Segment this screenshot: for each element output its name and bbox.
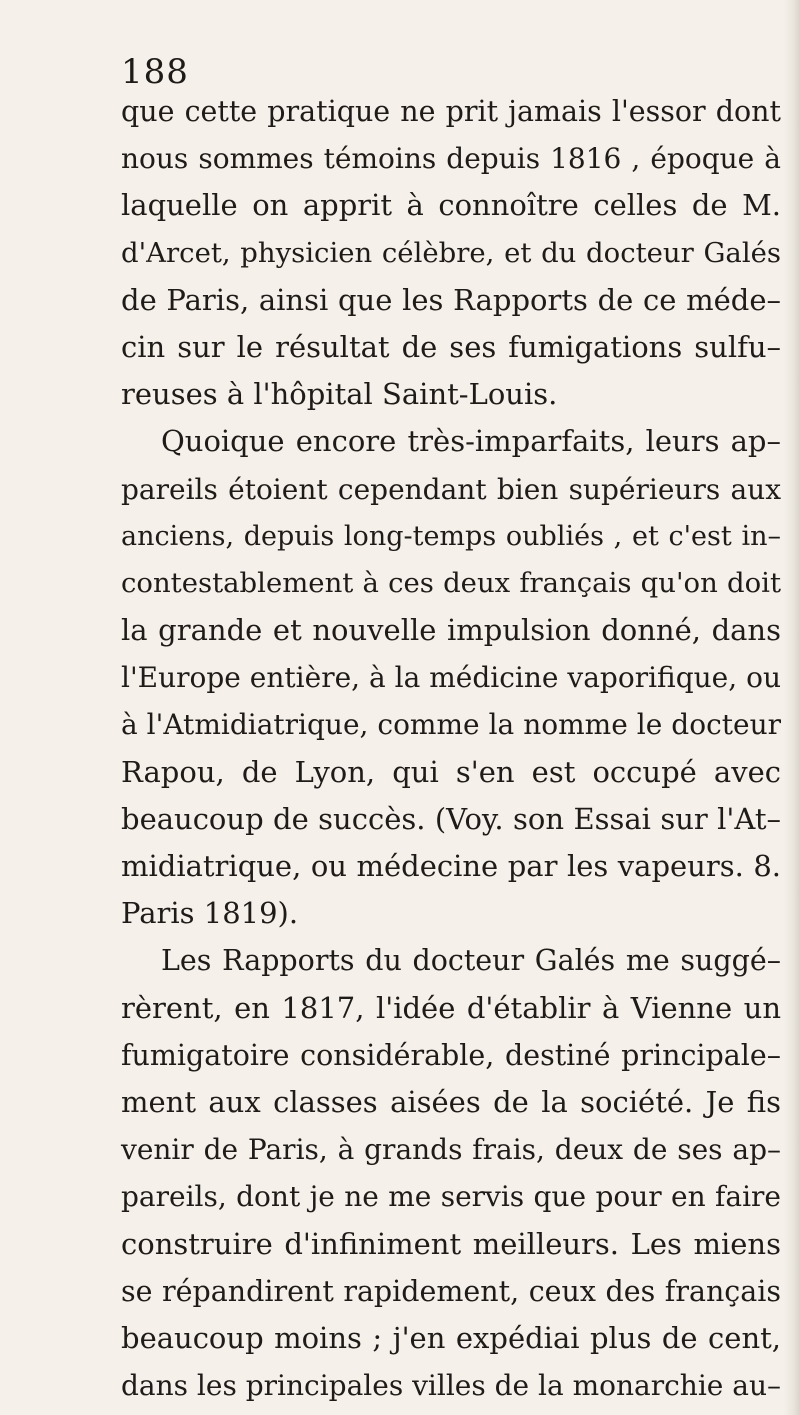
text-line: que cette pratique ne prit jamais l'essor dont (121, 95, 781, 128)
text-line: reuses à l'hôpital Saint-Louis. (121, 377, 558, 412)
text-line: Paris 1819). (121, 896, 299, 931)
text-line: laquelle on apprit à connoître celles de M. (121, 188, 781, 223)
text-line: pareils étoient cependant bien supérieurs aux (121, 472, 781, 506)
text-line: d'Arcet, physicien célèbre, et du docteur Galés (121, 236, 781, 269)
text-line: se répandirent rapidement, ceux des français (121, 1274, 781, 1308)
text-line: construire d'infiniment meilleurs. Les miens (121, 1226, 781, 1261)
text-line: Rapou, de Lyon, qui s'en est occupé avec (121, 754, 781, 789)
page-number: 188 (121, 52, 189, 92)
page-edge-shadow (784, 0, 800, 1415)
text-line: fumigatoire considérable, destiné principale– (121, 1038, 781, 1072)
text-line: la grande et nouvelle impulsion donné, dans (121, 613, 781, 648)
text-line: l'Europe entière, à la médicine vaporifique, ou (121, 661, 781, 695)
text-line: contestablement à ces deux français qu'on doit (121, 566, 781, 599)
text-line: ment aux classes aisées de la société. Je fis (121, 1084, 781, 1119)
text-line: beaucoup de succès. (Voy. son Essai sur l'At– (121, 801, 781, 836)
body-text (121, 88, 781, 1409)
text-line: Les Rapports du docteur Galés me suggé– (161, 944, 781, 978)
text-line: beaucoup moins ; j'en expédiai plus de cent, (121, 1320, 781, 1355)
text-line: nous sommes témoins depuis 1816 , époque à (121, 142, 781, 176)
text-line: pareils, dont je ne me servis que pour en faire (121, 1180, 781, 1214)
text-line: de Paris, ainsi que les Rapports de ce méde– (121, 282, 781, 317)
text-line: cin sur le résultat de ses fumigations sulfu– (121, 329, 781, 364)
text-line: midiatrique, ou médecine par les vapeurs. 8. (121, 849, 781, 883)
text-line: dans les principales villes de la monarchie au– (121, 1369, 781, 1403)
text-line: anciens, depuis long-temps oubliés , et c'est in– (121, 520, 781, 552)
text-line: rèrent, en 1817, l'idée d'établir à Vienne un (121, 990, 781, 1025)
text-line: venir de Paris, à grands frais, deux de ses ap– (121, 1133, 781, 1167)
text-line: à l'Atmidiatrique, comme la nomme le docteur (121, 708, 781, 742)
text-line: Quoique encore très-imparfaits, leurs ap– (161, 424, 781, 459)
